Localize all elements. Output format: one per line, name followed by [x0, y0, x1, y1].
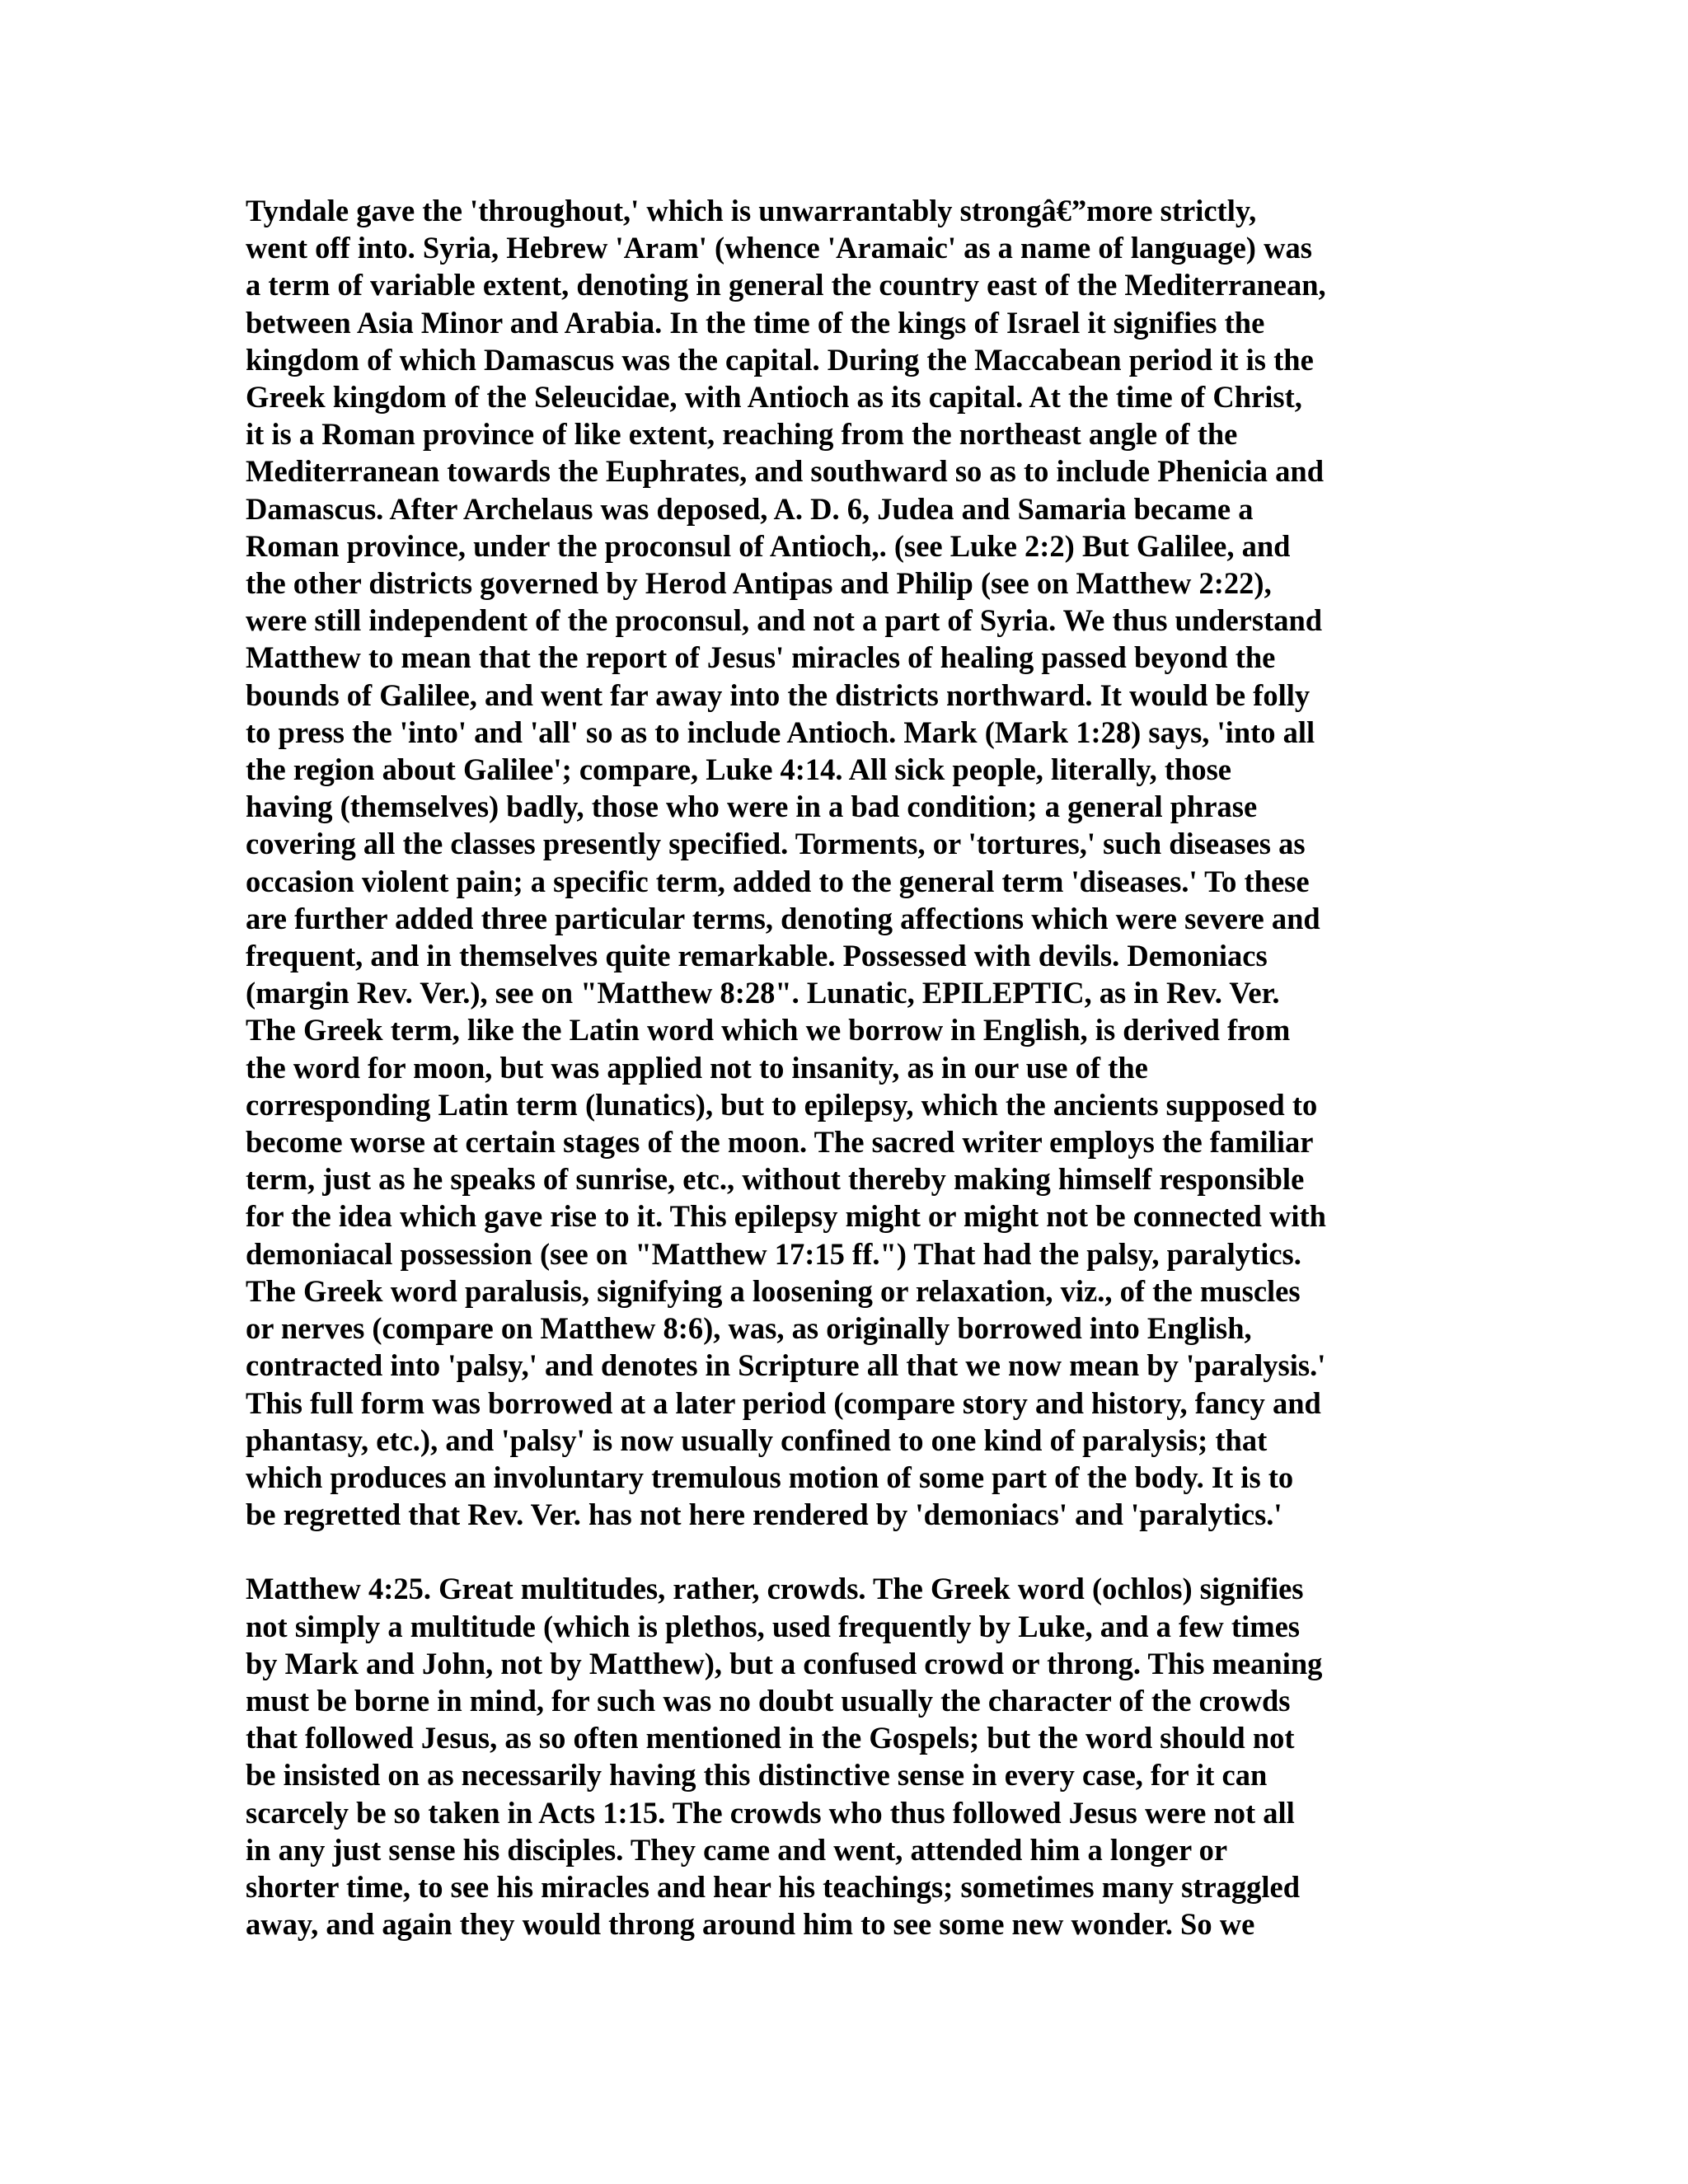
- text-line: This full form was borrowed at a later period (compare story and history, fancy and: [246, 1385, 1321, 1420]
- text-line: term, just as he speaks of sunrise, etc., without thereby making himself responsible: [246, 1162, 1305, 1197]
- text-line: shorter time, to see his miracles and hear his teachings; sometimes many straggled: [246, 1869, 1301, 1904]
- text-line: are further added three particular terms, denoting affections which were severe and: [246, 901, 1320, 935]
- text-line: corresponding Latin term (lunatics), but to epilepsy, which the ancients supposed to: [246, 1087, 1318, 1122]
- paragraph-spacer: [246, 1533, 1432, 1570]
- text-line: The Greek term, like the Latin word which we borrow in English, is derived from: [246, 1013, 1291, 1047]
- text-line: must be borne in mind, for such was no doubt usually the character of the crowds: [246, 1683, 1291, 1718]
- text-line: a term of variable extent, denoting in general the country east of the Mediterranean,: [246, 268, 1326, 302]
- text-line: it is a Roman province of like extent, reaching from the northeast angle of the: [246, 417, 1238, 452]
- text-line: Roman province, under the proconsul of Antioch,. (see Luke 2:2) But Galilee, and: [246, 528, 1291, 563]
- text-line: the other districts governed by Herod Antipas and Philip (see on Matthew 2:22),: [246, 566, 1272, 601]
- text-line: The Greek word paralusis, signifying a loosening or relaxation, viz., of the muscles: [246, 1273, 1301, 1308]
- text-line: the region about Galilee'; compare, Luke 4:14. All sick people, literally, those: [246, 752, 1231, 787]
- text-line: (margin Rev. Ver.), see on "Matthew 8:28". Lunatic, EPILEPTIC, as in Rev. Ver.: [246, 976, 1280, 1010]
- text-line: went off into. Syria, Hebrew 'Aram' (whence 'Aramaic' as a name of language) was: [246, 231, 1312, 265]
- document-page: [246, 192, 1432, 1943]
- text-line: Mediterranean towards the Euphrates, and southward so as to include Phenicia and: [246, 454, 1325, 489]
- text-line: Greek kingdom of the Seleucidae, with Antioch as its capital. At the time of Christ,: [246, 380, 1302, 415]
- text-line: or nerves (compare on Matthew 8:6), was, as originally borrowed into English,: [246, 1311, 1252, 1346]
- text-line: having (themselves) badly, those who were in a bad condition; a general phrase: [246, 790, 1258, 824]
- text-line: that followed Jesus, as so often mentioned in the Gospels; but the word should not: [246, 1721, 1295, 1755]
- paragraph-matthew-4-25: [246, 1570, 1432, 1943]
- text-line: which produces an involuntary tremulous motion of some part of the body. It is to: [246, 1460, 1294, 1494]
- text-line: Tyndale gave the 'throughout,' which is unwarrantably strongâ€”more strictly,: [246, 194, 1257, 227]
- text-line: by Mark and John, not by Matthew), but a confused crowd or throng. This meaning: [246, 1646, 1323, 1680]
- text-line: contracted into 'palsy,' and denotes in Scripture all that we now mean by 'paralysis.': [246, 1348, 1326, 1383]
- text-line: to press the 'into' and 'all' so as to include Antioch. Mark (Mark 1:28) says, 'into all: [246, 715, 1315, 749]
- text-line: Matthew to mean that the report of Jesus' miracles of healing passed beyond the: [246, 640, 1276, 675]
- text-line: scarcely be so taken in Acts 1:15. The crowds who thus followed Jesus were not all: [246, 1795, 1295, 1830]
- text-line: phantasy, etc.), and 'palsy' is now usually confined to one kind of paralysis; that: [246, 1422, 1268, 1457]
- text-line: were still independent of the proconsul, and not a part of Syria. We thus understand: [246, 603, 1323, 638]
- text-line: not simply a multitude (which is plethos, used frequently by Luke, and a few times: [246, 1609, 1300, 1643]
- text-line: Matthew 4:25. Great multitudes, rather, crowds. The Greek word (ochlos) signifies: [246, 1572, 1304, 1606]
- text-line: become worse at certain stages of the moon. The sacred writer employs the familiar: [246, 1125, 1314, 1160]
- text-line: bounds of Galilee, and went far away into the districts northward. It would be folly: [246, 677, 1311, 712]
- text-line: in any just sense his disciples. They came and went, attended him a longer or: [246, 1832, 1228, 1867]
- text-line: the word for moon, but was applied not to insanity, as in our use of the: [246, 1050, 1148, 1085]
- text-line: kingdom of which Damascus was the capital. During the Maccabean period it is the: [246, 342, 1314, 377]
- text-line: for the idea which gave rise to it. This epilepsy might or might not be connected with: [246, 1199, 1326, 1234]
- text-line: covering all the classes presently specified. Torments, or 'tortures,' such diseases as: [246, 827, 1306, 861]
- text-line: away, and again they would throng around him to see some new wonder. So we: [246, 1907, 1255, 1942]
- text-line: demoniacal possession (see on "Matthew 17:15 ff.") That had the palsy, paralytics.: [246, 1236, 1301, 1271]
- text-line: occasion violent pain; a specific term, added to the general term 'diseases.' To these: [246, 864, 1310, 898]
- text-line: be regretted that Rev. Ver. has not here rendered by 'demoniacs' and 'paralytics.': [246, 1497, 1282, 1532]
- text-line: be insisted on as necessarily having this distinctive sense in every case, for it can: [246, 1758, 1268, 1793]
- text-line: between Asia Minor and Arabia. In the time of the kings of Israel it signifies the: [246, 305, 1265, 340]
- text-line: frequent, and in themselves quite remarkable. Possessed with devils. Demoniacs: [246, 939, 1268, 973]
- paragraph-commentary-syria: [246, 192, 1432, 1533]
- text-line: Damascus. After Archelaus was deposed, A. D. 6, Judea and Samaria became a: [246, 491, 1254, 526]
